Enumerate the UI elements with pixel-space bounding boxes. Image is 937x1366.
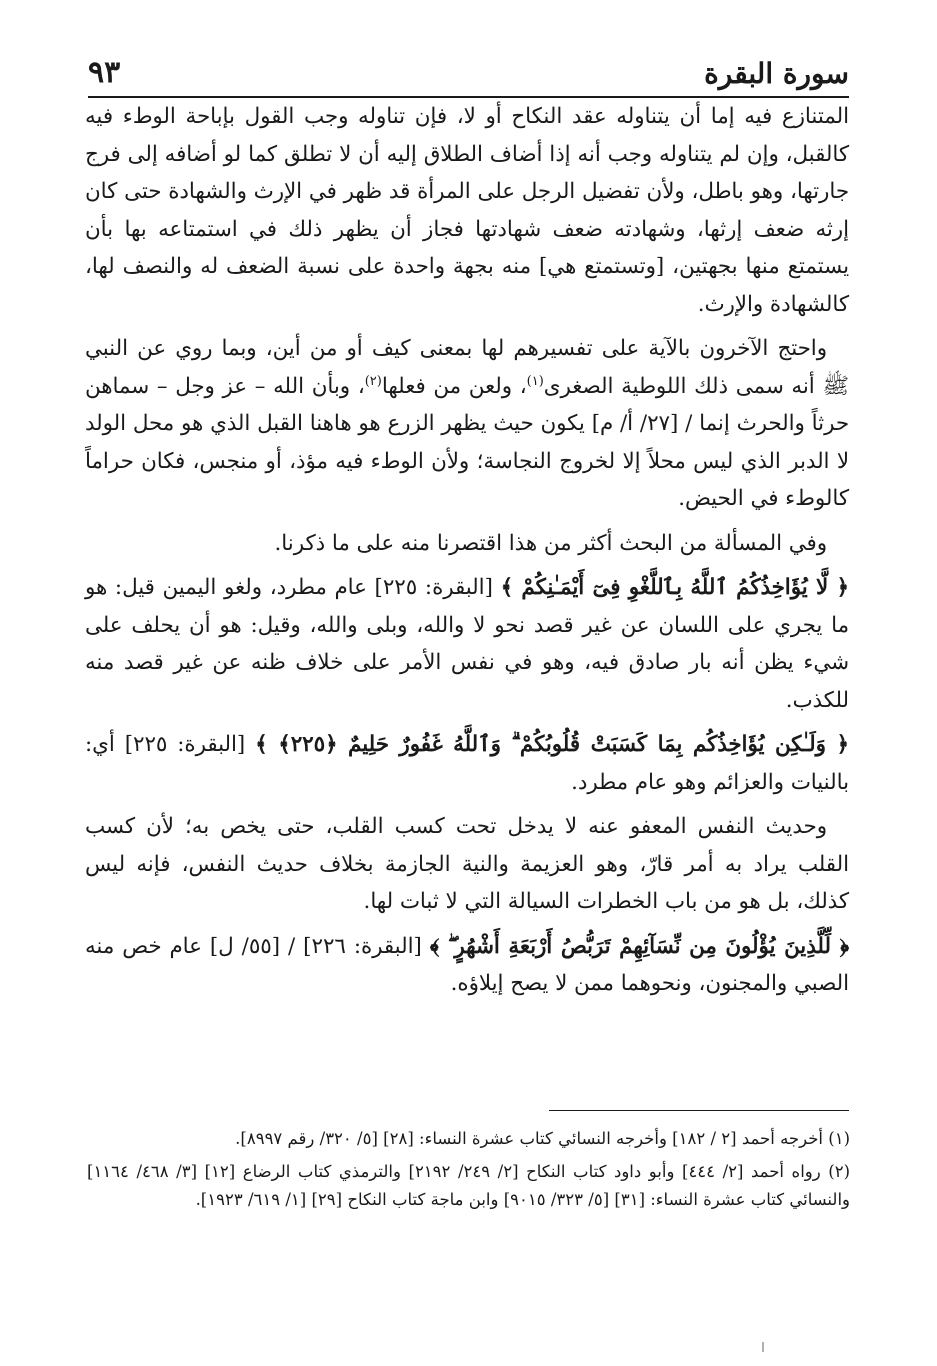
footnote-ref-2[interactable]: (٢) [364, 373, 382, 389]
paragraph-1: المتنازع فيه إما أن يتناوله عقد النكاح أو لا، فإن تناوله وجب القول بإباحة الوطء فيه كالقبل، وإن لم يتناوله وجب أنه إذا أضاف الطلاق إليه أن لا تطلق كما لو أضافه إلى فرج جارتها، وهو باطل، ولأن تفضيل الرجل على المرأة قد ظهر في الإرث والشهادة حتى كان إرثه ضعف إرثها، وشهادته ضعف شهادتها فجاز أن يظهر ذلك في استمتاعه بها بأن يستمتع منها بجهتين، [وتستمتع هي] منه بجهة واحدة على نسبة الضعف له والنصف لها، كالشهادة والإرث. [85, 104, 849, 317]
pbuh-symbol: ﷺ [822, 373, 850, 399]
footnote-ref-1[interactable]: (١) [526, 373, 544, 389]
running-title: سورة البقرة [704, 57, 849, 90]
paragraph-4 [85, 569, 849, 719]
quran-verse-2: ﴿ وَلَـٰكِن يُؤَاخِذُكُم بِمَا كَسَبَتْ قُلُوبُكُمْ ۗ وَٱللَّهُ غَفُورٌ حَلِيمٌ ﴿٢٢٥﴾ ﴾ [255, 732, 849, 757]
quran-verse-3: ﴿ لِّلَّذِينَ يُؤْلُونَ مِن نِّسَآئِهِمْ تَرَبُّصُ أَرْبَعَةِ أَشْهُرٍ ۖ ﴾ [429, 933, 850, 959]
paragraph-5-text: أي: بالنيات والعزائم وهو عام مطرد. [85, 732, 849, 795]
verse-reference-1: [البقرة: ٢٢٥] [374, 575, 493, 600]
scan-mark [762, 1342, 764, 1352]
footnote-2: (٢) رواه أحمد [٢/ ٤٤٤] وأبو داود كتاب النكاح [٢/ ٢٤٩/ ٢١٩٢] والترمذي كتاب الرضاع [١٢] [٣/ ٤٦٨/ ١١٦٤] والنسائي كتاب عشرة النساء: [٣١] [٥/ ٣٢٣/ ٩٠١٥] وابن ماجة كتاب النكاح [٢٩] [١/ ٦١٩/ ١٩٢٣]. [87, 1161, 851, 1209]
paragraph-6: وحديث النفس المعفو عنه لا يدخل تحت كسب القلب، حتى يخص به؛ لأن كسب القلب يراد به أمر قارّ، وهو العزيمة والنية الجازمة بخلاف حديث النفس، فإنه ليس كذلك، بل هو من باب الخطرات السيالة التي لا ثبات لها. [85, 814, 849, 914]
page-header [88, 36, 849, 90]
paragraph-2 [85, 330, 849, 518]
paragraph-4-text: عام مطرد، ولغو اليمين قيل: هو ما يجري على اللسان عن غير قصد نحو لا والله، وبلى والله، وقيل: هو أن يحلف على شيء يظن أنه بار صادق فيه، وهو في نفس الأمر على خلاف ظنه عن غير قصد منه للكذب. [85, 575, 849, 713]
paragraph-2-part-a: واحتج الآخرون بالآية على تفسيرهم لها بمعنى كيف أو من أين، وبما روي عن النبي [85, 336, 827, 361]
footnotes [87, 1125, 850, 1219]
main-text [85, 98, 849, 1010]
paragraph-2-part-d: ، وبأن الله – عز وجل – سماهن حرثاً والحرث إنما / [٢٧/ أ/ م] يكون حيث يظهر الزرع هو هاهنا القبل الذي هو محل الولد لا الدبر الذي ليس محلاً إلا لخروج النجاسة؛ ولأن الوطء فيه مؤذ، أو منجس، فكان حراماً كالوطء في الحيض. [85, 373, 849, 511]
paragraph-7-text: عام خص منه الصبي والمجنون، ونحوهما ممن لا يصح إيلاؤه. [85, 933, 849, 996]
page-number: ٩٣ [88, 55, 121, 90]
paragraph-5 [85, 726, 849, 801]
paragraph-3: وفي المسألة من البحث أكثر من هذا اقتصرنا منه على ما ذكرنا. [274, 530, 827, 556]
paragraph-7 [85, 928, 849, 1003]
paragraph-2-part-b: أنه سمى ذلك اللوطية الصغرى [543, 373, 823, 399]
footnote-1: (١) أخرجه أحمد [٢ / ١٨٢] وأخرجه النسائي كتاب عشرة النساء: [٢٨] [٥/ ٣٢٠/ رقم ٨٩٩٧]. [235, 1129, 850, 1148]
verse-reference-2: [البقرة: ٢٢٥] [124, 732, 246, 757]
paragraph-2-part-c: ، ولعن من فعلها [381, 373, 527, 399]
quran-verse-1: ﴿ لَّا يُؤَاخِذُكُمُ ٱللَّهُ بِٱللَّغْوِ فِىٓ أَيْمَـٰنِكُمْ ﴾ [500, 575, 849, 600]
verse-reference-3: [البقرة: ٢٢٦] / [٥٥/ ل] [209, 933, 422, 959]
footnote-divider [549, 1110, 849, 1111]
